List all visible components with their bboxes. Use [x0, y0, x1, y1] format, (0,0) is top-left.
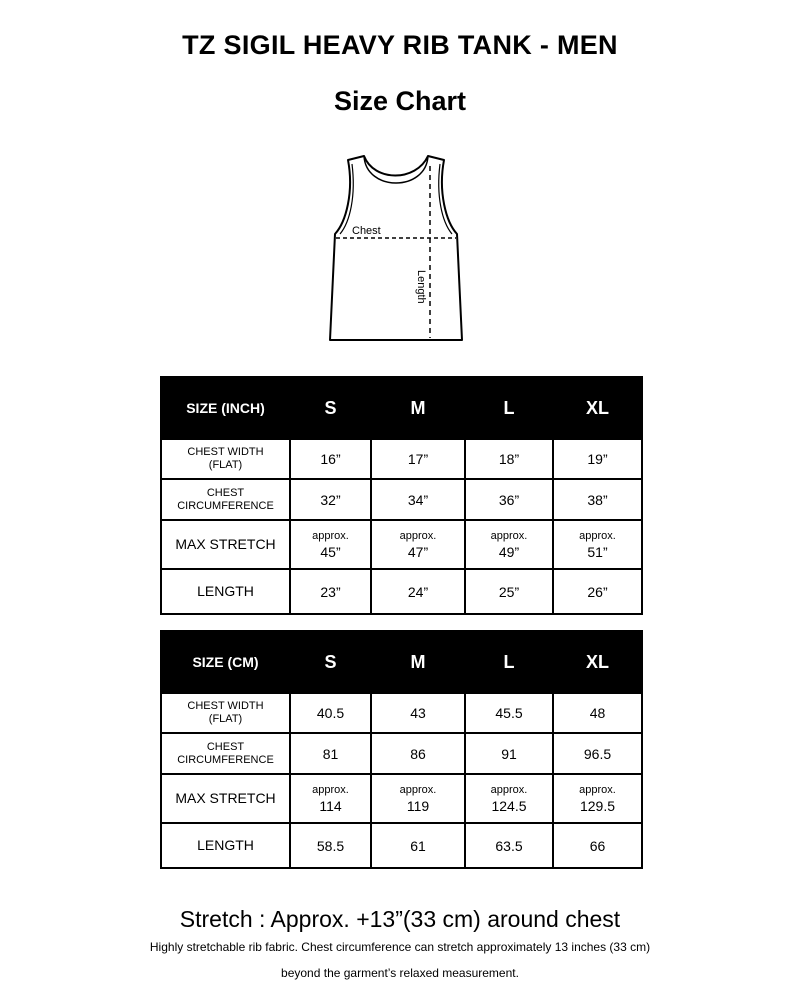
description-line: beyond the garment’s relaxed measurement. [281, 966, 519, 980]
table-cell [371, 520, 465, 569]
row-label-line: CHEST [206, 740, 245, 753]
stretch-note: Stretch : Approx. +13”(33 cm) around chest [179, 906, 621, 932]
table-cell: 23” [290, 569, 371, 614]
description-line: Highly stretchable rib fabric. Chest circumference can stretch approximately 13 inches (33 cm) [149, 940, 651, 954]
table-cell: 86 [371, 733, 465, 774]
approx-label: approx. [399, 529, 437, 542]
header-size-l: L [465, 631, 553, 693]
approx-label: approx. [579, 783, 616, 796]
row-label-line: CHEST WIDTH [187, 446, 264, 458]
table-cell [465, 774, 553, 823]
row-label [161, 439, 290, 479]
row-label-line: CIRCUMFERENCE [177, 499, 274, 512]
cell-value: 119 [406, 797, 430, 814]
length-label: Length [415, 270, 427, 304]
table-header-row [161, 631, 642, 693]
table-cell: 18” [465, 439, 553, 479]
row-label [161, 733, 290, 774]
approx-label: approx. [579, 529, 616, 542]
table-cell [465, 520, 553, 569]
cell-value: 51” [587, 543, 608, 560]
table-cell: 40.5 [290, 693, 371, 733]
table-cell: 38” [553, 479, 642, 520]
table-row-chest-circumference [161, 733, 642, 774]
approx-label: approx. [312, 783, 349, 796]
approx-label: approx. [490, 783, 528, 796]
table-cell: 36” [465, 479, 553, 520]
row-label: LENGTH [161, 569, 290, 614]
table-cell: 17” [371, 439, 465, 479]
header-size-unit: SIZE (CM) [161, 631, 290, 693]
row-label: LENGTH [161, 823, 290, 868]
table-cell: 96.5 [553, 733, 642, 774]
approx-label: approx. [399, 783, 437, 796]
table-cell: 25” [465, 569, 553, 614]
cell-value: 114 [319, 797, 342, 814]
size-table-inch [160, 376, 643, 615]
table-cell: 16” [290, 439, 371, 479]
tank-top-diagram [316, 152, 476, 352]
approx-label: approx. [490, 529, 528, 542]
table-cell [553, 520, 642, 569]
header-size-m: M [371, 631, 465, 693]
row-label [161, 693, 290, 733]
table-row-chest-width [161, 439, 642, 479]
row-label: MAX STRETCH [161, 520, 290, 569]
table-cell [371, 774, 465, 823]
cell-value: 124.5 [491, 797, 527, 814]
table-row-length [161, 823, 642, 868]
table-cell [290, 774, 371, 823]
header-size-s: S [290, 377, 371, 439]
table-cell: 34” [371, 479, 465, 520]
row-label [161, 479, 290, 520]
chest-label: Chest [352, 225, 381, 237]
row-label-line: (FLAT) [208, 713, 243, 725]
table-cell: 48 [553, 693, 642, 733]
cell-value: 129.5 [579, 797, 616, 814]
table-cell: 58.5 [290, 823, 371, 868]
table-row-chest-circumference [161, 479, 642, 520]
table-cell: 43 [371, 693, 465, 733]
table-cell: 91 [465, 733, 553, 774]
size-table-cm [160, 630, 643, 869]
header-size-unit: SIZE (INCH) [161, 377, 290, 439]
approx-label: approx. [312, 529, 349, 542]
cell-value: 49” [498, 543, 520, 560]
header-size-xl: XL [553, 631, 642, 693]
table-cell: 63.5 [465, 823, 553, 868]
table-cell: 19” [553, 439, 642, 479]
row-label-line: CHEST WIDTH [187, 700, 264, 712]
row-label-line: (FLAT) [208, 459, 243, 471]
row-label-line: CHEST [206, 486, 245, 499]
page-title: TZ SIGIL HEAVY RIB TANK - MEN [182, 30, 618, 60]
cell-value: 47” [407, 543, 429, 560]
table-row-max-stretch [161, 520, 642, 569]
table-cell: 66 [553, 823, 642, 868]
header-size-l: L [465, 377, 553, 439]
table-cell [290, 520, 371, 569]
table-cell: 32” [290, 479, 371, 520]
table-row-length [161, 569, 642, 614]
table-header-row [161, 377, 642, 439]
header-size-s: S [290, 631, 371, 693]
row-label-line: CIRCUMFERENCE [177, 753, 274, 766]
table-cell: 24” [371, 569, 465, 614]
table-cell [553, 774, 642, 823]
tank-top-outline-icon [316, 152, 476, 352]
table-row-chest-width [161, 693, 642, 733]
table-cell: 81 [290, 733, 371, 774]
header-size-m: M [371, 377, 465, 439]
table-cell: 45.5 [465, 693, 553, 733]
cell-value: 45” [320, 543, 341, 560]
row-label: MAX STRETCH [161, 774, 290, 823]
table-row-max-stretch [161, 774, 642, 823]
table-cell: 26” [553, 569, 642, 614]
table-cell: 61 [371, 823, 465, 868]
header-size-xl: XL [553, 377, 642, 439]
page-subtitle: Size Chart [333, 86, 467, 116]
